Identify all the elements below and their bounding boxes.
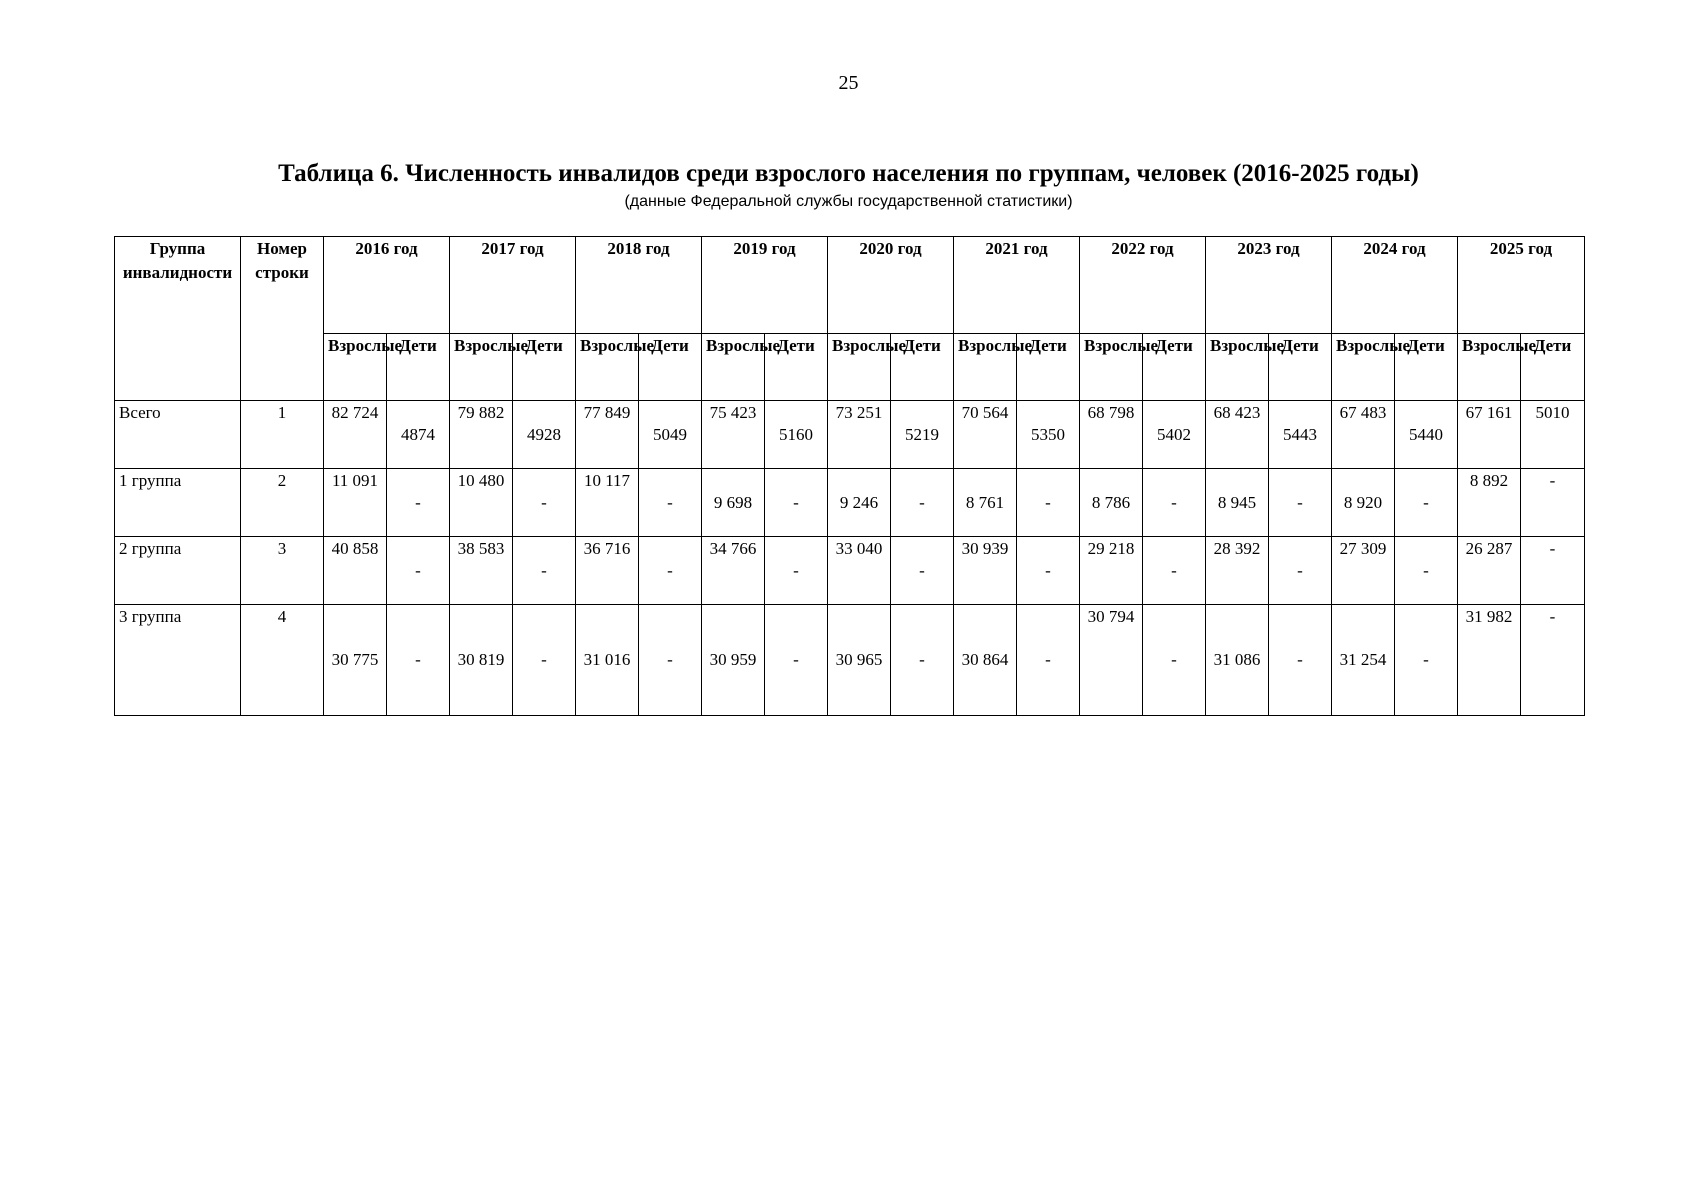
adults-cell: 38 583 (450, 537, 513, 605)
table-row (115, 605, 1585, 716)
adults-cell: 82 724 (324, 401, 387, 469)
children-cell: 5160 (765, 401, 828, 469)
header-year: 2024 год (1332, 237, 1458, 334)
children-cell: 4874 (387, 401, 450, 469)
subheader-children: Дети (1017, 334, 1080, 401)
header-year: 2020 год (828, 237, 954, 334)
children-cell: - (1143, 537, 1206, 605)
adults-cell: 30 959 (702, 605, 765, 716)
adults-cell: 8 761 (954, 469, 1017, 537)
adults-cell: 73 251 (828, 401, 891, 469)
adults-cell: 9 698 (702, 469, 765, 537)
adults-cell: 31 254 (1332, 605, 1395, 716)
subheader-adults: Взрослые (702, 334, 765, 401)
children-cell: - (765, 605, 828, 716)
children-cell: - (1017, 605, 1080, 716)
children-cell: - (1143, 469, 1206, 537)
group-cell: Всего (115, 401, 241, 469)
adults-cell: 8 892 (1458, 469, 1521, 537)
disability-table (114, 236, 1585, 716)
adults-cell: 33 040 (828, 537, 891, 605)
subheader-children: Дети (1269, 334, 1332, 401)
children-cell: - (513, 605, 576, 716)
children-cell: - (387, 605, 450, 716)
children-cell: - (1521, 605, 1585, 716)
children-cell: - (1269, 537, 1332, 605)
adults-cell: 8 920 (1332, 469, 1395, 537)
adults-cell: 30 939 (954, 537, 1017, 605)
children-cell: - (387, 537, 450, 605)
children-cell: - (891, 469, 954, 537)
children-cell: - (639, 469, 702, 537)
group-cell: 1 группа (115, 469, 241, 537)
children-cell: - (639, 605, 702, 716)
children-cell: 5219 (891, 401, 954, 469)
children-cell: 5049 (639, 401, 702, 469)
header-year: 2022 год (1080, 237, 1206, 334)
adults-cell: 68 798 (1080, 401, 1143, 469)
children-cell: - (891, 605, 954, 716)
header-year: 2017 год (450, 237, 576, 334)
adults-cell: 79 882 (450, 401, 513, 469)
subheader-children: Дети (513, 334, 576, 401)
adults-cell: 70 564 (954, 401, 1017, 469)
adults-cell: 10 117 (576, 469, 639, 537)
subheader-adults: Взрослые (450, 334, 513, 401)
adults-cell: 31 016 (576, 605, 639, 716)
adults-cell: 8 945 (1206, 469, 1269, 537)
subheader-adults: Взрослые (1080, 334, 1143, 401)
table-row (115, 469, 1585, 537)
adults-cell: 31 086 (1206, 605, 1269, 716)
row-number-cell: 1 (241, 401, 324, 469)
adults-cell: 30 794 (1080, 605, 1143, 716)
header-year: 2018 год (576, 237, 702, 334)
subheader-children: Дети (387, 334, 450, 401)
adults-cell: 30 965 (828, 605, 891, 716)
children-cell: - (513, 537, 576, 605)
header-year: 2016 год (324, 237, 450, 334)
row-number-cell: 2 (241, 469, 324, 537)
subheader-adults: Взрослые (954, 334, 1017, 401)
subheader-children: Дети (1521, 334, 1585, 401)
adults-cell: 30 819 (450, 605, 513, 716)
children-cell: - (387, 469, 450, 537)
adults-cell: 27 309 (1332, 537, 1395, 605)
subheader-adults: Взрослые (1458, 334, 1521, 401)
children-cell: - (1269, 605, 1332, 716)
children-cell: - (1269, 469, 1332, 537)
adults-cell: 8 786 (1080, 469, 1143, 537)
subheader-children: Дети (765, 334, 828, 401)
header-group: Группа инвалидности (115, 237, 241, 401)
subheader-children: Дети (1143, 334, 1206, 401)
adults-cell: 10 480 (450, 469, 513, 537)
children-cell: 5010 (1521, 401, 1585, 469)
header-year: 2025 год (1458, 237, 1585, 334)
subheader-adults: Взрослые (1332, 334, 1395, 401)
header-row-number: Номер строки (241, 237, 324, 401)
children-cell: - (1395, 605, 1458, 716)
adults-cell: 28 392 (1206, 537, 1269, 605)
adults-cell: 11 091 (324, 469, 387, 537)
children-cell: - (1017, 469, 1080, 537)
children-cell: 5440 (1395, 401, 1458, 469)
children-cell: - (891, 537, 954, 605)
adults-cell: 9 246 (828, 469, 891, 537)
adults-cell: 29 218 (1080, 537, 1143, 605)
adults-cell: 34 766 (702, 537, 765, 605)
children-cell: - (765, 537, 828, 605)
children-cell: - (1521, 537, 1585, 605)
page-number: 25 (838, 72, 859, 94)
group-cell: 3 группа (115, 605, 241, 716)
children-cell: 5443 (1269, 401, 1332, 469)
row-number-cell: 3 (241, 537, 324, 605)
subheader-children: Дети (1395, 334, 1458, 401)
row-number-cell: 4 (241, 605, 324, 716)
children-cell: - (513, 469, 576, 537)
children-cell: 5350 (1017, 401, 1080, 469)
header-year: 2021 год (954, 237, 1080, 334)
adults-cell: 30 864 (954, 605, 1017, 716)
adults-cell: 31 982 (1458, 605, 1521, 716)
subheader-adults: Взрослые (576, 334, 639, 401)
adults-cell: 26 287 (1458, 537, 1521, 605)
group-cell: 2 группа (115, 537, 241, 605)
children-cell: - (1143, 605, 1206, 716)
children-cell: - (1395, 537, 1458, 605)
children-cell: - (1017, 537, 1080, 605)
header-year: 2019 год (702, 237, 828, 334)
adults-cell: 67 161 (1458, 401, 1521, 469)
subheader-children: Дети (639, 334, 702, 401)
children-cell: 4928 (513, 401, 576, 469)
adults-cell: 67 483 (1332, 401, 1395, 469)
adults-cell: 68 423 (1206, 401, 1269, 469)
table-row (115, 537, 1585, 605)
subheader-adults: Взрослые (1206, 334, 1269, 401)
subheader-adults: Взрослые (828, 334, 891, 401)
children-cell: - (639, 537, 702, 605)
subheader-adults: Взрослые (324, 334, 387, 401)
children-cell: - (765, 469, 828, 537)
subheader-children: Дети (891, 334, 954, 401)
adults-cell: 75 423 (702, 401, 765, 469)
adults-cell: 40 858 (324, 537, 387, 605)
adults-cell: 30 775 (324, 605, 387, 716)
children-cell: - (1521, 469, 1585, 537)
adults-cell: 77 849 (576, 401, 639, 469)
children-cell: 5402 (1143, 401, 1206, 469)
table-subtitle: (данные Федеральной службы государственной статистики) (624, 193, 1073, 210)
children-cell: - (1395, 469, 1458, 537)
table-row (115, 401, 1585, 469)
adults-cell: 36 716 (576, 537, 639, 605)
header-year: 2023 год (1206, 237, 1332, 334)
table-title: Таблица 6. Численность инвалидов среди взрослого населения по группам, человек (2016-2025 годы) (278, 160, 1419, 187)
